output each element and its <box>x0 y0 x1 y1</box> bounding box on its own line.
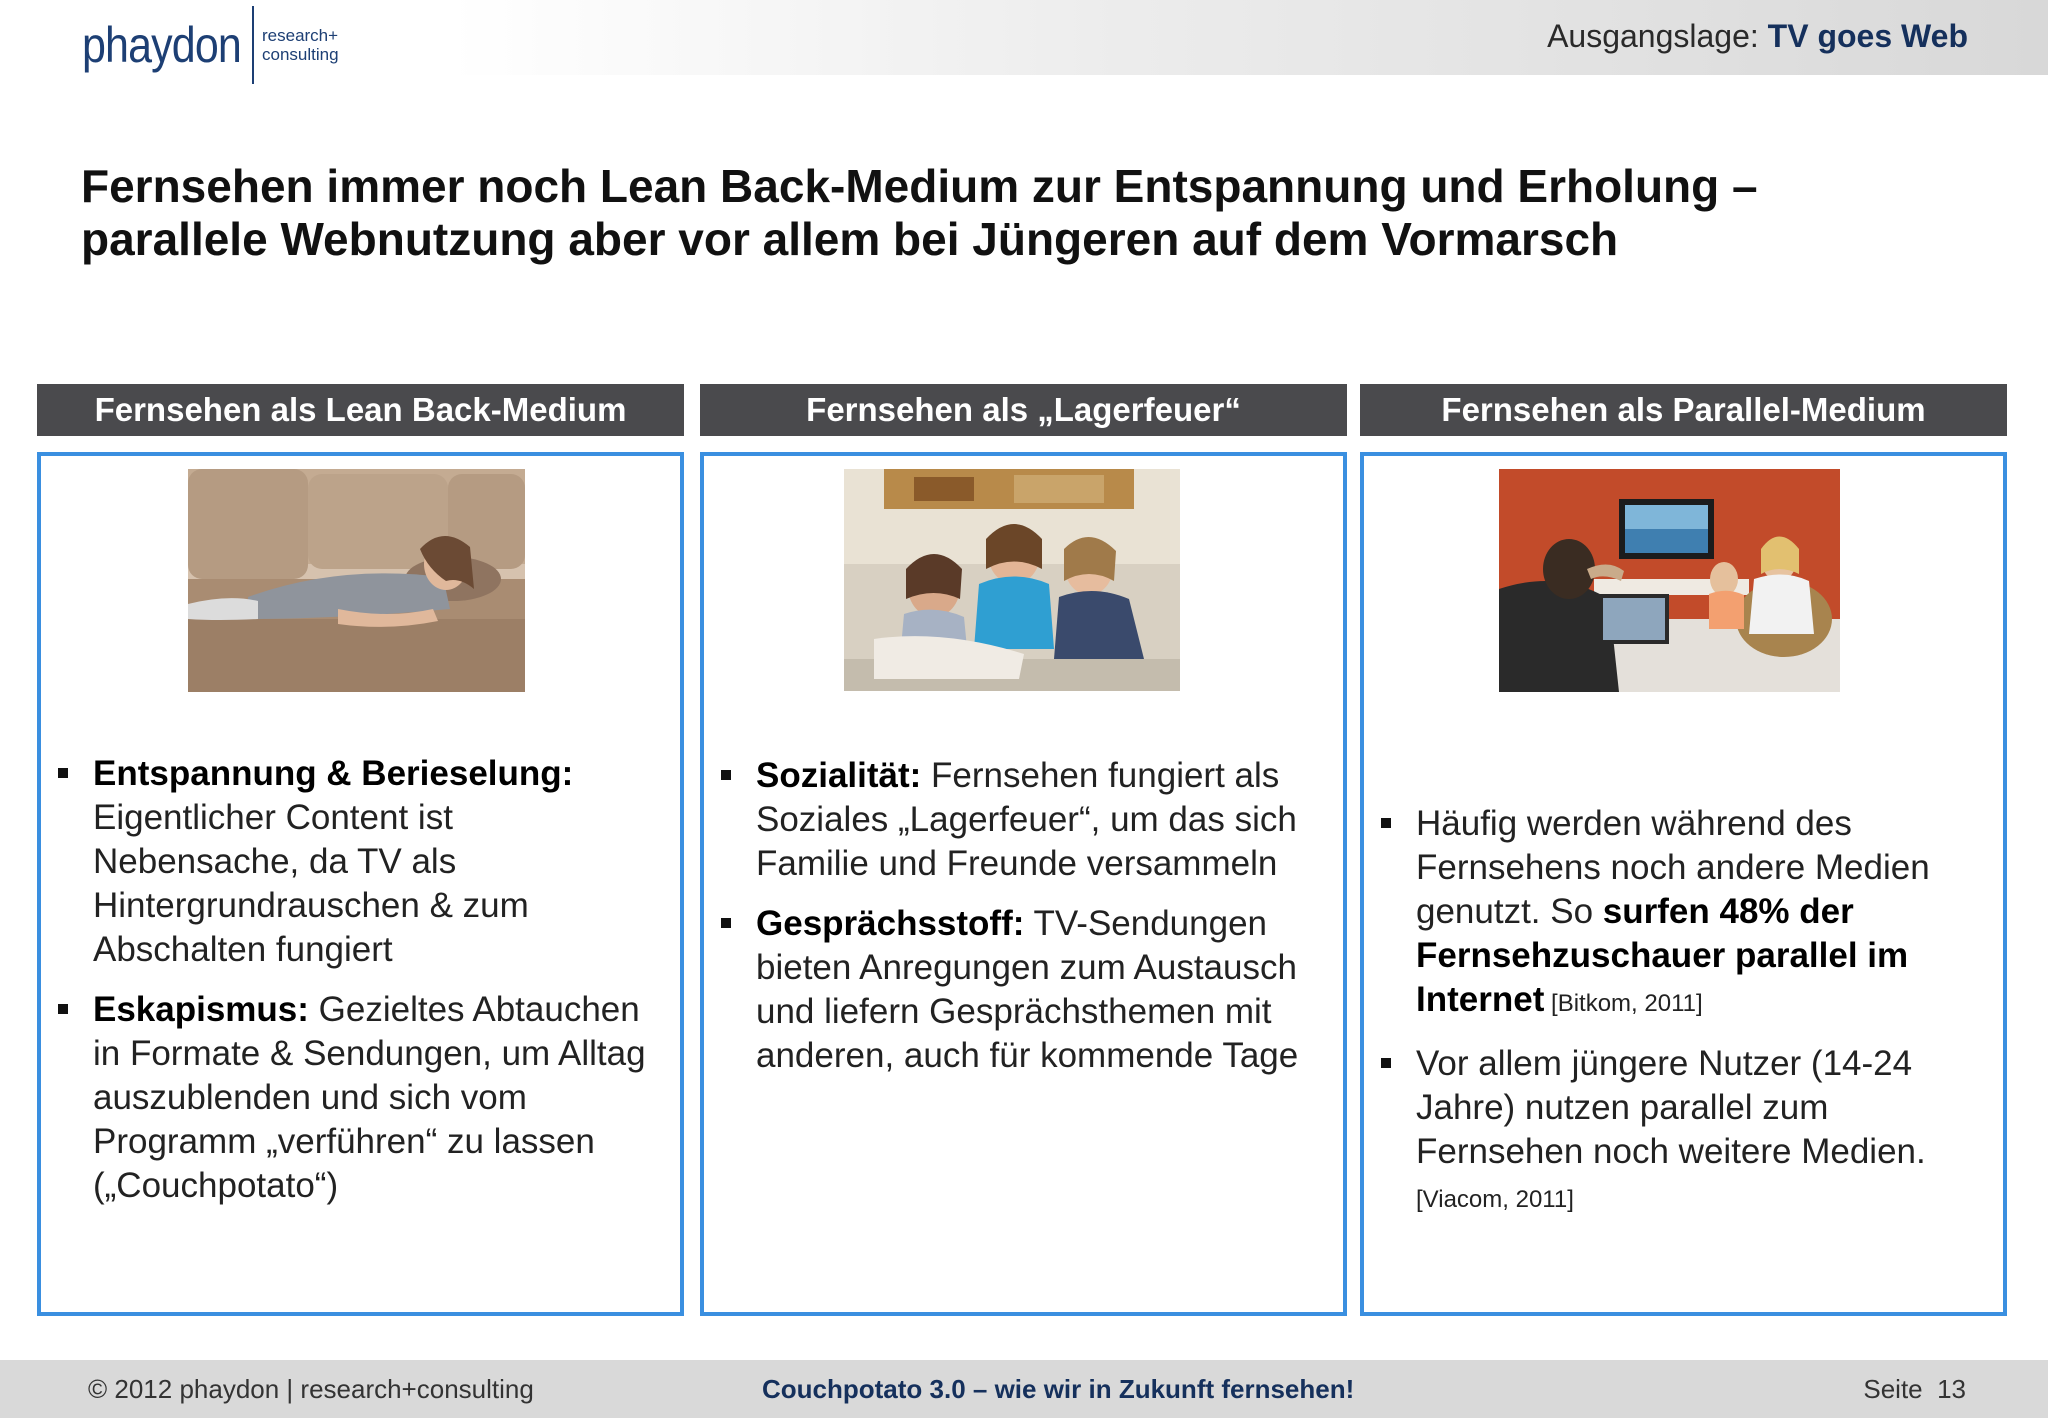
bullet-heading: Entspannung & Berieselung: <box>93 754 574 793</box>
section-title: TV goes Web <box>1767 18 1968 54</box>
page-title <box>81 160 1981 266</box>
bullet-text: Fernsehen fungiert als Soziales „Lagerfeuer“, um das sich Familie und Freunde versammeln <box>756 756 1297 883</box>
bullet-list-parallel <box>1380 802 1992 1238</box>
phaydon-logo <box>82 10 339 80</box>
list-item <box>57 988 667 1208</box>
logo-sub-line-2: consulting <box>262 45 339 64</box>
bullet-heading: Gesprächsstoff: <box>756 904 1025 943</box>
footer-copyright: © 2012 phaydon | research+consulting <box>88 1374 534 1404</box>
bullet-heading: Sozialität: <box>756 756 922 795</box>
list-item <box>1380 802 1992 1026</box>
page-number <box>1863 1374 1966 1405</box>
page-label: Seite <box>1863 1374 1923 1404</box>
logo-word: phaydon <box>82 17 241 73</box>
logo-divider <box>252 6 254 84</box>
list-item <box>57 752 667 972</box>
column-header-lagerfeuer: Fernsehen als „Lagerfeuer“ <box>700 384 1347 436</box>
bullet-text: Vor allem jüngere Nutzer (14-24 Jahre) nutzen parallel zum Fernsehen noch weitere Medien. <box>1416 1044 1926 1171</box>
footer-title: Couchpotato 3.0 – wie wir in Zukunft fernsehen! <box>762 1374 1355 1404</box>
title-line-1: Fernsehen immer noch Lean Back-Medium zur Entspannung und Erholung – <box>81 160 1758 212</box>
bullet-text: Eigentlicher Content ist Nebensache, da TV als Hintergrundrauschen & zum Abschalten fungiert <box>93 798 529 969</box>
section-prefix: Ausgangslage: <box>1547 18 1768 54</box>
source-citation: [Viacom, 2011] <box>1416 1186 1574 1213</box>
footer <box>0 1360 2048 1418</box>
photo-friends-on-couch <box>844 469 1180 691</box>
page-number-value: 13 <box>1937 1374 1966 1404</box>
bullet-text: Häufig werden während des Fernsehens noch andere Medien genutzt. So <box>1416 804 1930 931</box>
bullet-heading: Eskapismus: <box>93 990 309 1029</box>
list-item <box>1380 1042 1992 1222</box>
bullet-text: Gezieltes Abtauchen in Formate & Sendungen, um Alltag auszublenden und sich vom Programm „verführen“ zu lassen („Couchpotato“) <box>93 990 646 1205</box>
list-item <box>720 754 1330 886</box>
photo-living-room-tv <box>1499 469 1840 692</box>
source-citation: [Bitkom, 2011] <box>1544 990 1703 1017</box>
list-item <box>720 902 1330 1078</box>
section-label <box>1547 18 1968 55</box>
photo-woman-on-sofa <box>188 469 525 692</box>
bullet-list-lean-back <box>57 752 667 1224</box>
column-header-lean-back: Fernsehen als Lean Back-Medium <box>37 384 684 436</box>
title-line-2: parallele Webnutzung aber vor allem bei Jüngeren auf dem Vormarsch <box>81 213 1619 265</box>
logo-sub-line-1: research+ <box>262 26 339 45</box>
bullet-text: TV-Sendungen bieten Anregungen zum Austausch und liefern Gesprächsthemen mit anderen, auch für kommende Tage <box>756 904 1299 1075</box>
logo-subtitle <box>262 26 339 64</box>
column-header-parallel: Fernsehen als Parallel-Medium <box>1360 384 2007 436</box>
bullet-list-lagerfeuer <box>720 754 1330 1094</box>
bullet-highlight: surfen 48% der Fernsehzuschauer parallel im Internet <box>1416 892 1909 1019</box>
